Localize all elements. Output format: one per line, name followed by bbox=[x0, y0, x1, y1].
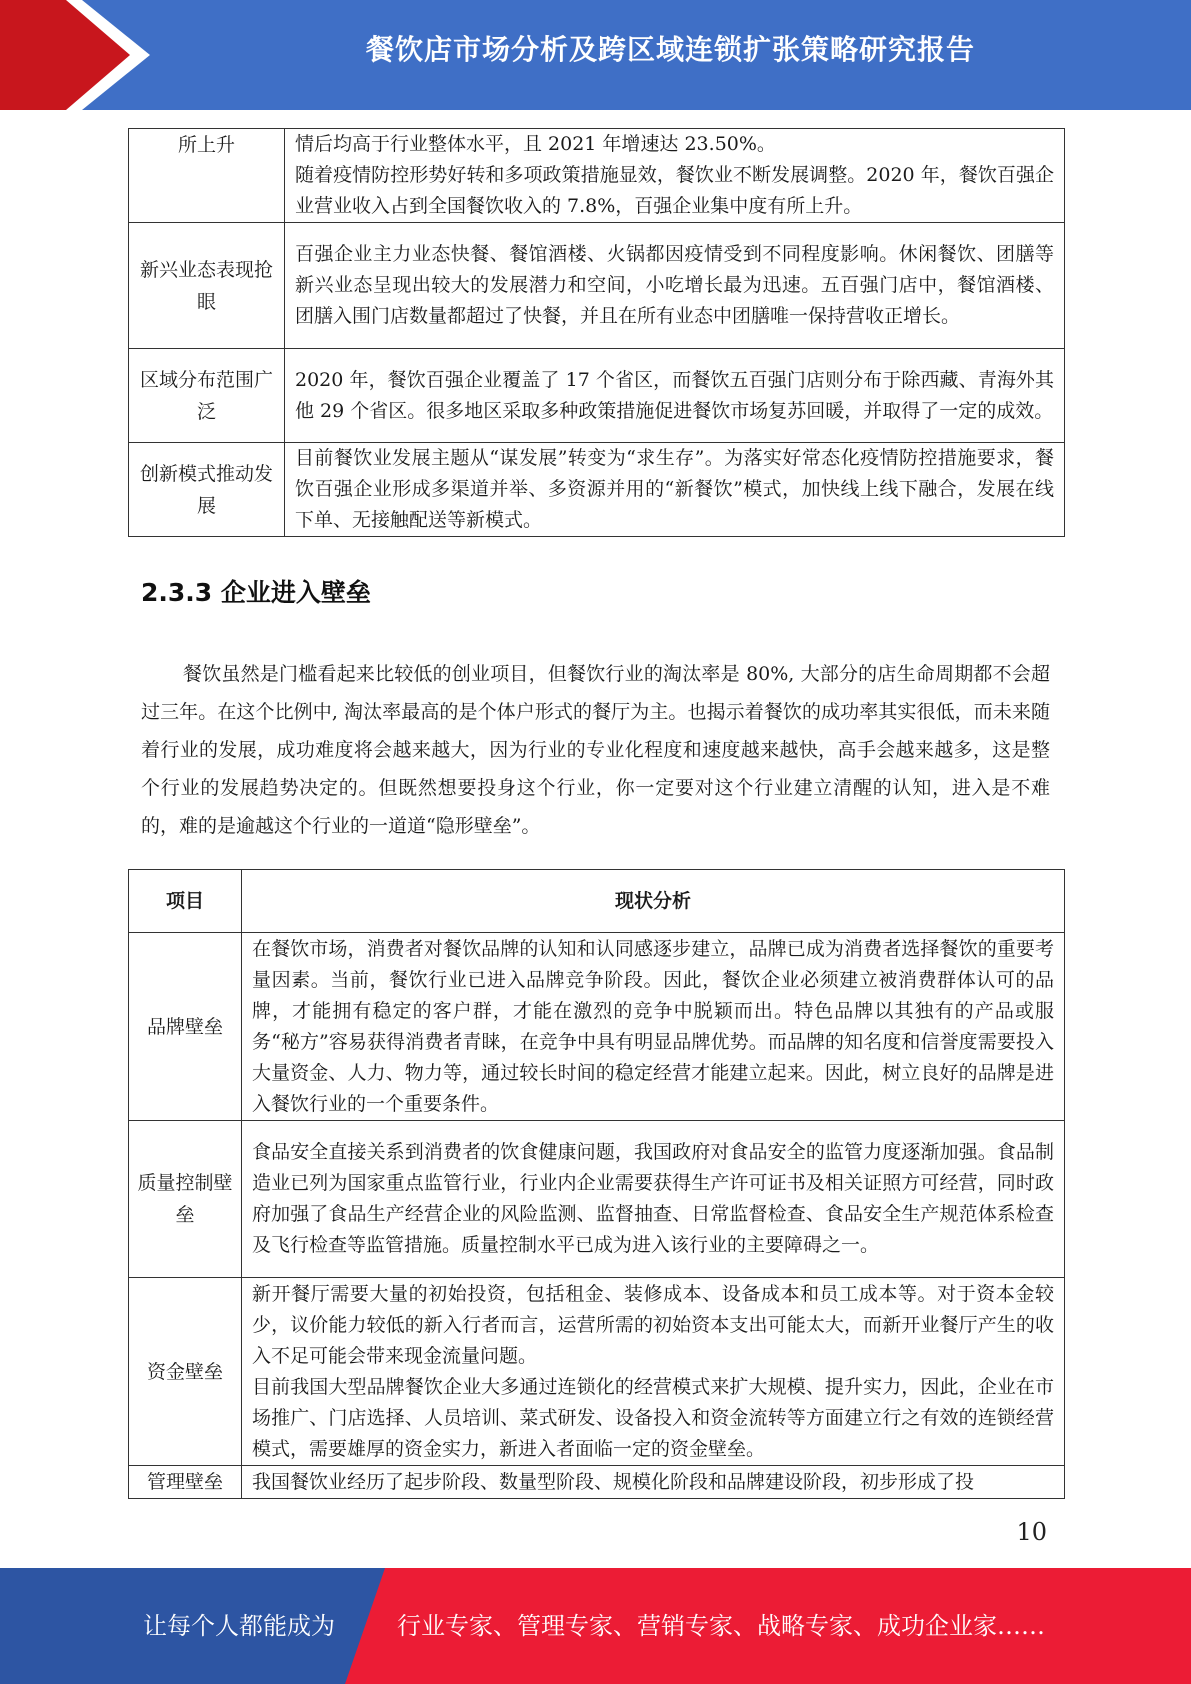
row-label: 区域分布范围广泛 bbox=[129, 349, 285, 443]
row-paragraph: 情后均高于行业整体水平，且 2021 年增速达 23.50%。 bbox=[295, 133, 776, 155]
page-footer bbox=[0, 1568, 1191, 1684]
industry-features-table bbox=[128, 128, 1065, 537]
row-paragraph: 随着疫情防控形势好转和多项政策措施显效，餐饮业不断发展调整。2020 年，餐饮百强企业营业收入占到全国餐饮收入的 7.8%，百强企业集中度有所上升。 bbox=[295, 164, 1054, 217]
row-content bbox=[242, 1278, 1065, 1466]
row-paragraph: 在餐饮市场，消费者对餐饮品牌的认知和认同感逐步建立，品牌已成为消费者选择餐饮的重要考量因素。当前，餐饮行业已进入品牌竞争阶段。因此，餐饮企业必须建立被消费群体认可的品牌，才能拥有稳定的客户群，才能在激烈的竞争中脱颖而出。特色品牌以其独有的产品或服务“秘方”容易获得消费者青睐，在竞争中具有明显品牌优势。而品牌的知名度和信誉度需要投入大量资金、人力、物力等，通过较长时间的稳定经营才能建立起来。因此，树立良好的品牌是进入餐饮行业的一个重要条件。 bbox=[252, 937, 1054, 1115]
row-label: 创新模式推动发展 bbox=[129, 443, 285, 537]
row-content bbox=[285, 443, 1065, 537]
footer-slogan-right: 行业专家、管理专家、营销专家、战略专家、成功企业家…… bbox=[397, 1612, 1045, 1640]
row-label: 新兴业态表现抢眼 bbox=[129, 223, 285, 349]
row-content bbox=[242, 1466, 1065, 1499]
row-content bbox=[285, 349, 1065, 443]
table-row bbox=[129, 1121, 1065, 1278]
row-paragraph: 食品安全直接关系到消费者的饮食健康问题，我国政府对食品安全的监管力度逐渐加强。食品制造业已列为国家重点监管行业，行业内企业需要获得生产许可证书及相关证照方可经营，同时政府加强了食品生产经营企业的风险监测、监督抽查、日常监督检查、食品安全生产规范体系检查及飞行检查等监管措施。质量控制水平已成为进入该行业的主要障碍之一。 bbox=[252, 1141, 1054, 1256]
table-row bbox=[129, 933, 1065, 1121]
row-paragraph: 新开餐厅需要大量的初始投资，包括租金、装修成本、设备成本和员工成本等。对于资本金较少，议价能力较低的新入行者而言，运营所需的初始资本支出可能太大，而新开业餐厅产生的收入不足可能会带来现金流量问题。 bbox=[252, 1282, 1054, 1367]
row-content bbox=[242, 933, 1065, 1121]
footer-slogan-left: 让每个人都能成为 bbox=[143, 1612, 335, 1640]
row-paragraph: 我国餐饮业经历了起步阶段、数量型阶段、规模化阶段和品牌建设阶段，初步形成了投 bbox=[252, 1470, 975, 1493]
row-paragraph: 目前我国大型品牌餐饮企业大多通过连锁化的经营模式来扩大规模、提升实力，因此，企业在市场推广、门店选择、人员培训、菜式研发、设备投入和资金流转等方面建立行之有效的连锁经营模式，需要雄厚的资金实力，新进入者面临一定的资金壁垒。 bbox=[252, 1375, 1054, 1460]
column-header-item: 项目 bbox=[129, 870, 242, 933]
row-content bbox=[285, 129, 1065, 223]
row-paragraph: 2020 年，餐饮百强企业覆盖了 17 个省区，而餐饮五百强门店则分布于除西藏、青海外其他 29 个省区。很多地区采取多种政策措施促进餐饮市场复苏回暖，并取得了一定的成效。 bbox=[295, 368, 1054, 422]
table-row bbox=[129, 349, 1065, 443]
table-row bbox=[129, 443, 1065, 537]
header-arrow-decoration bbox=[0, 0, 150, 110]
page-number: 10 bbox=[1016, 1518, 1047, 1546]
table-row bbox=[129, 1278, 1065, 1466]
table-header-row bbox=[129, 870, 1065, 933]
table-row bbox=[129, 129, 1065, 223]
section-heading: 2.3.3 企业进入壁垒 bbox=[141, 578, 371, 607]
row-content bbox=[242, 1121, 1065, 1278]
row-label: 资金壁垒 bbox=[129, 1278, 242, 1466]
row-paragraph: 目前餐饮业发展主题从“谋发展”转变为“求生存”。为落实好常态化疫情防控措施要求，餐饮百强企业形成多渠道并举、多资源并用的“新餐饮”模式，加快线上线下融合，发展在线下单、无接触配送等新模式。 bbox=[295, 447, 1054, 531]
body-paragraph: 餐饮虽然是门槛看起来比较低的创业项目，但餐饮行业的淘汰率是 80%, 大部分的店生命周期都不会超过三年。在这个比例中, 淘汰率最高的是个体户形式的餐厅为主。也揭示着餐饮的成功率其实很低，而未来随着行业的发展，成功难度将会越来越大，因为行业的专业化程度和速度越来越快，高手会越来越多，这是整个行业的发展趋势决定的。但既然想要投身这个行业，你一定要对这个行业建立清醒的认知，进入是不难的，难的是逾越这个行业的一道道“隐形壁垒”。 bbox=[141, 663, 1050, 837]
entry-barriers-table bbox=[128, 869, 1065, 1499]
page-header bbox=[0, 0, 1191, 110]
row-label: 管理壁垒 bbox=[129, 1466, 242, 1499]
table-row bbox=[129, 223, 1065, 349]
column-header-analysis: 现状分析 bbox=[242, 870, 1065, 933]
report-title: 餐饮店市场分析及跨区域连锁扩张策略研究报告 bbox=[365, 33, 975, 66]
row-label: 所上升 bbox=[129, 129, 285, 223]
row-content bbox=[285, 223, 1065, 349]
row-paragraph: 百强企业主力业态快餐、餐馆酒楼、火锅都因疫情受到不同程度影响。休闲餐饮、团膳等新兴业态呈现出较大的发展潜力和空间，小吃增长最为迅速。五百强门店中，餐馆酒楼、团膳入围门店数量都超过了快餐，并且在所有业态中团膳唯一保持营收正增长。 bbox=[295, 243, 1054, 327]
table-row bbox=[129, 1466, 1065, 1499]
row-label: 品牌壁垒 bbox=[129, 933, 242, 1121]
row-label: 质量控制壁垒 bbox=[129, 1121, 242, 1278]
